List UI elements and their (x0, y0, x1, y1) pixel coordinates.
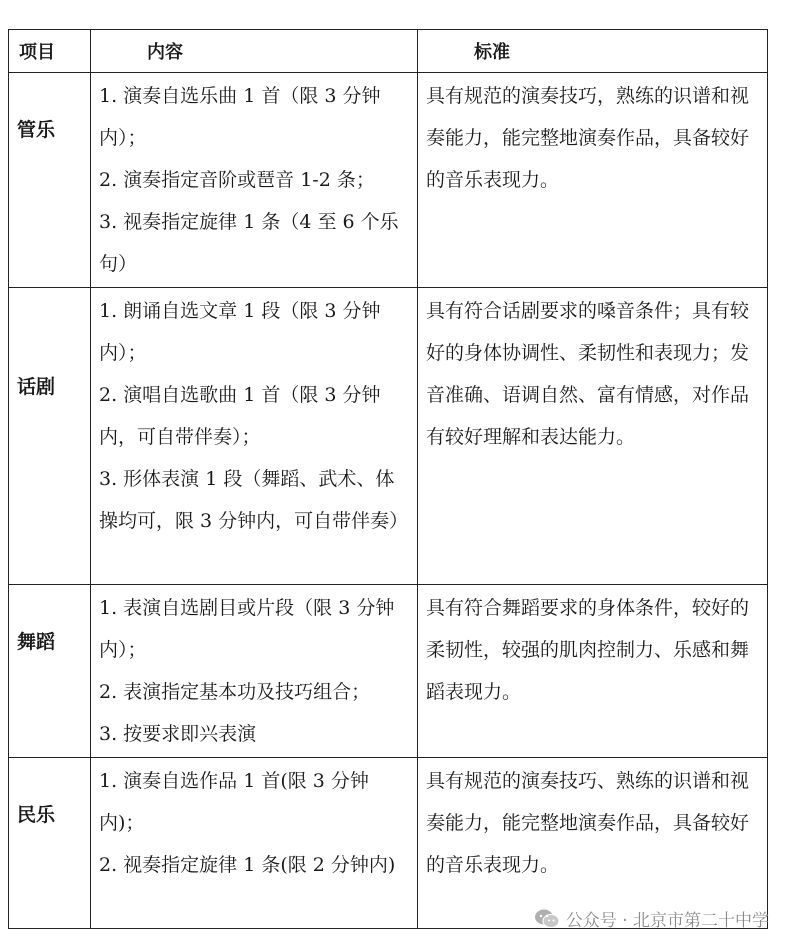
table-row (9, 288, 768, 585)
table-row (9, 758, 768, 929)
content-cell (91, 758, 418, 929)
content-item: 1. 演奏自选乐曲 1 首（限 3 分钟内）； (99, 85, 381, 149)
content-cell (91, 73, 418, 288)
watermark-text: 公众号 · 北京市第二十中学 (565, 911, 769, 931)
content-item: 2. 演唱自选歌曲 1 首（限 3 分钟内，可自带伴奏）； (99, 384, 381, 448)
content-item: 3. 按要求即兴表演 (99, 723, 257, 745)
content-item: 2. 演奏指定音阶或琶音 1-2 条； (99, 169, 375, 191)
category-cell (9, 73, 91, 288)
content-item: 2. 视奏指定旋律 1 条(限 2 分钟内) (99, 854, 396, 876)
content-cell (91, 585, 418, 758)
category-label: 民乐 (17, 804, 56, 826)
category-cell (9, 288, 91, 585)
watermark (534, 906, 769, 931)
content-item: 1. 朗诵自选文章 1 段（限 3 分钟内）； (99, 300, 381, 364)
header-content: 内容 (91, 30, 418, 73)
wechat-icon (534, 908, 560, 930)
requirements-table (8, 29, 768, 929)
standard-text: 具有规范的演奏技巧、熟练的识谱和视奏能力，能完整地演奏作品，具备较好的音乐表现力。 (426, 770, 750, 876)
category-label: 舞蹈 (17, 631, 56, 653)
category-cell (9, 585, 91, 758)
standard-cell (418, 758, 768, 929)
content-item: 1. 表演自选剧目或片段（限 3 分钟内）； (99, 597, 395, 661)
header-standard: 标准 (418, 30, 768, 73)
standard-text: 具有符合舞蹈要求的身体条件，较好的柔韧性，较强的肌肉控制力、乐感和舞蹈表现力。 (426, 597, 750, 703)
header-row (9, 30, 768, 73)
category-label: 话剧 (17, 376, 56, 398)
standard-cell (418, 585, 768, 758)
content-item: 2. 表演指定基本功及技巧组合； (99, 681, 371, 703)
standard-text: 具有符合话剧要求的嗓音条件；具有较好的身体协调性、柔韧性和表现力；发音准确、语调自然、富有情感，对作品有较好理解和表达能力。 (426, 300, 750, 448)
content-item: 3. 视奏指定旋律 1 条（4 至 6 个乐句） (99, 211, 399, 275)
content-item: 3. 形体表演 1 段（舞蹈、武术、体操均可，限 3 分钟内，可自带伴奏） (99, 468, 409, 532)
standard-cell (418, 73, 768, 288)
header-category: 项目 (9, 30, 91, 73)
standard-cell (418, 288, 768, 585)
table-row (9, 585, 768, 758)
content-item: 1. 演奏自选作品 1 首(限 3 分钟内)； (99, 770, 369, 834)
standard-text: 具有规范的演奏技巧，熟练的识谱和视奏能力，能完整地演奏作品，具备较好的音乐表现力。 (426, 85, 750, 191)
category-cell (9, 758, 91, 929)
category-label: 管乐 (17, 119, 56, 141)
table-row (9, 73, 768, 288)
content-cell (91, 288, 418, 585)
